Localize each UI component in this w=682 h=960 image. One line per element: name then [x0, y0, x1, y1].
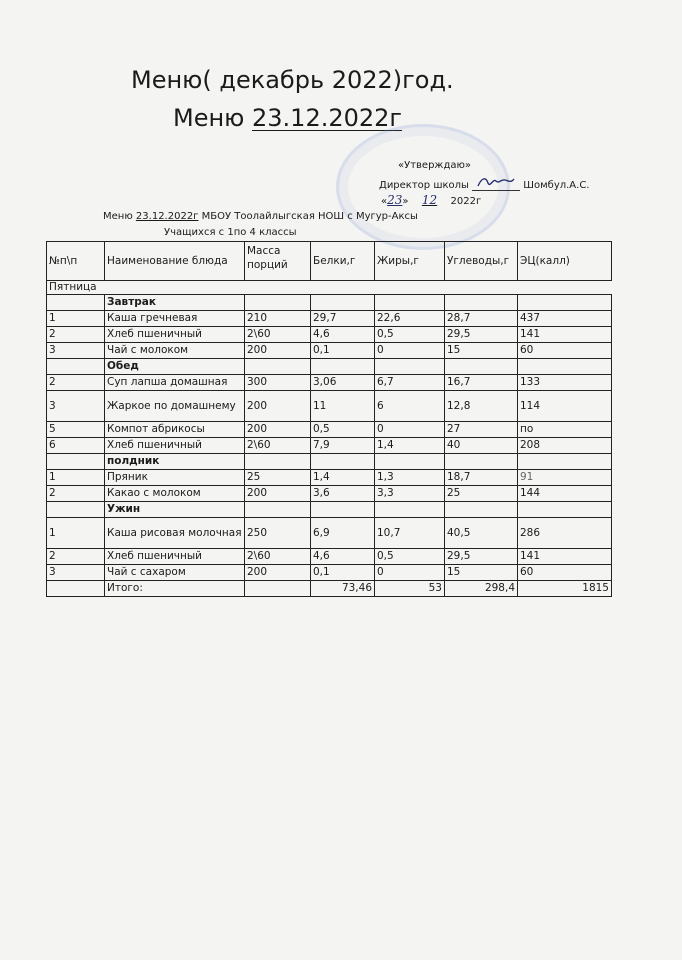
cell-carbs: 40,5 [445, 518, 518, 549]
menu-date-title [173, 104, 402, 132]
header-carbs: Углеводы,г [445, 242, 518, 281]
cell-fats: 0,5 [375, 327, 445, 343]
empty-cell [311, 359, 375, 375]
table-row [47, 565, 612, 581]
approval-day: 23 [387, 193, 403, 207]
cell-energy: 133 [518, 375, 612, 391]
section-row-lunch [47, 359, 612, 375]
empty-cell [445, 502, 518, 518]
menu-date-value: 23.12.2022г [252, 104, 403, 132]
cell-proteins: 29,7 [311, 311, 375, 327]
approval-month: 12 [421, 193, 438, 207]
cell-energy: по [518, 422, 612, 438]
cell-dish: Какао с молоком [105, 486, 245, 502]
day-label: Пятница [47, 281, 612, 295]
section-row-dinner [47, 502, 612, 518]
director-label: Директор школы [379, 180, 469, 191]
table-row [47, 470, 612, 486]
cell-carbs: 15 [445, 565, 518, 581]
cell-fats: 0 [375, 422, 445, 438]
cell-proteins: 7,9 [311, 438, 375, 454]
cell-dish: Чай с молоком [105, 343, 245, 359]
empty-cell [375, 454, 445, 470]
cell-fats: 3,3 [375, 486, 445, 502]
empty-cell [311, 295, 375, 311]
cell-mass: 2\60 [245, 549, 311, 565]
date-close-quote: » [402, 196, 409, 207]
cell-energy: 144 [518, 486, 612, 502]
cell-number: 2 [47, 549, 105, 565]
empty-cell [375, 359, 445, 375]
date-open-quote: « [381, 196, 388, 207]
header-energy: ЭЦ(калл) [518, 242, 612, 281]
empty-cell [518, 359, 612, 375]
cell-mass: 200 [245, 486, 311, 502]
cell-energy: 60 [518, 343, 612, 359]
cell-carbs: 29,5 [445, 549, 518, 565]
cell-carbs: 16,7 [445, 375, 518, 391]
cell-dish: Каша рисовая молочная [105, 518, 245, 549]
section-label: Обед [105, 359, 245, 375]
cell-mass: 300 [245, 375, 311, 391]
empty-cell [445, 295, 518, 311]
cell-dish: Чай с сахаром [105, 565, 245, 581]
cell-proteins: 6,9 [311, 518, 375, 549]
cell-energy: 141 [518, 549, 612, 565]
students-info: Учащихся с 1по 4 классы [164, 227, 297, 238]
cell-mass: 2\60 [245, 438, 311, 454]
cell-proteins: 0,1 [311, 565, 375, 581]
cell-number: 1 [47, 518, 105, 549]
cell-proteins: 3,6 [311, 486, 375, 502]
empty-cell [445, 359, 518, 375]
cell-mass: 200 [245, 391, 311, 422]
cell-fats: 22,6 [375, 311, 445, 327]
header-proteins: Белки,г [311, 242, 375, 281]
table-row [47, 311, 612, 327]
cell-mass: 200 [245, 565, 311, 581]
cell-dish: Каша гречневая [105, 311, 245, 327]
menu-date-prefix: Меню [173, 104, 252, 132]
cell-carbs: 15 [445, 343, 518, 359]
cell-number: 3 [47, 343, 105, 359]
cell-carbs: 40 [445, 438, 518, 454]
empty-cell [47, 359, 105, 375]
cell-number: 3 [47, 391, 105, 422]
cell-number: 3 [47, 565, 105, 581]
cell-proteins: 0,1 [311, 343, 375, 359]
menu-title: Меню( декабрь 2022)год. [131, 66, 454, 94]
cell-energy: 60 [518, 565, 612, 581]
cell-dish: Хлеб пшеничный [105, 549, 245, 565]
cell-dish: Хлеб пшеничный [105, 438, 245, 454]
empty-cell [311, 454, 375, 470]
cell-energy: 114 [518, 391, 612, 422]
table-row [47, 422, 612, 438]
cell-energy: 208 [518, 438, 612, 454]
empty-cell [47, 295, 105, 311]
total-row [47, 581, 612, 597]
section-row-snack [47, 454, 612, 470]
cell-dish: Жаркое по домашнему [105, 391, 245, 422]
total-proteins: 73,46 [311, 581, 375, 597]
cell-number: 2 [47, 375, 105, 391]
cell-carbs: 28,7 [445, 311, 518, 327]
day-row [47, 281, 612, 295]
table-row [47, 391, 612, 422]
empty-cell [47, 454, 105, 470]
approval-month-field [409, 193, 451, 207]
cell-carbs: 29,5 [445, 327, 518, 343]
empty-cell [518, 295, 612, 311]
cell-energy: 91 [518, 470, 612, 486]
cell-carbs: 12,8 [445, 391, 518, 422]
cell-dish: Хлеб пшеничный [105, 327, 245, 343]
empty-cell [375, 295, 445, 311]
cell-mass: 2\60 [245, 327, 311, 343]
header-portion-mass: Масса порций [245, 242, 311, 281]
info-date: 23.12.2022г [135, 211, 199, 222]
empty-cell [245, 502, 311, 518]
empty-cell [245, 581, 311, 597]
cell-energy: 286 [518, 518, 612, 549]
header-number: №п\п [47, 242, 105, 281]
total-carbs: 298,4 [445, 581, 518, 597]
cell-energy: 437 [518, 311, 612, 327]
signature-line [472, 179, 520, 191]
cell-fats: 0 [375, 565, 445, 581]
cell-fats: 1,4 [375, 438, 445, 454]
table-row [47, 438, 612, 454]
empty-cell [245, 454, 311, 470]
total-label: Итого: [105, 581, 245, 597]
cell-proteins: 4,6 [311, 327, 375, 343]
cell-number: 1 [47, 311, 105, 327]
empty-cell [245, 295, 311, 311]
table-row [47, 549, 612, 565]
table-row [47, 518, 612, 549]
cell-proteins: 1,4 [311, 470, 375, 486]
table-row [47, 375, 612, 391]
cell-fats: 0 [375, 343, 445, 359]
cell-fats: 1,3 [375, 470, 445, 486]
cell-mass: 210 [245, 311, 311, 327]
cell-carbs: 18,7 [445, 470, 518, 486]
empty-cell [311, 502, 375, 518]
table-row [47, 486, 612, 502]
cell-energy: 141 [518, 327, 612, 343]
menu-table [46, 241, 612, 597]
empty-cell [518, 454, 612, 470]
info-prefix: Меню [103, 211, 136, 222]
section-label: Завтрак [105, 295, 245, 311]
approval-word: «Утверждаю» [398, 160, 472, 171]
cell-number: 1 [47, 470, 105, 486]
total-energy: 1815 [518, 581, 612, 597]
table-header-row [47, 242, 612, 281]
cell-number: 6 [47, 438, 105, 454]
cell-dish: Пряник [105, 470, 245, 486]
section-label: Ужин [105, 502, 245, 518]
approval-year: 2022г [450, 196, 482, 207]
cell-number: 2 [47, 486, 105, 502]
cell-proteins: 4,6 [311, 549, 375, 565]
cell-mass: 25 [245, 470, 311, 486]
cell-fats: 0,5 [375, 549, 445, 565]
empty-cell [518, 502, 612, 518]
cell-carbs: 27 [445, 422, 518, 438]
info-school: МБОУ Тоолайлыгская НОШ с Мугур-Аксы [198, 211, 418, 222]
header-fats: Жиры,г [375, 242, 445, 281]
cell-mass: 200 [245, 343, 311, 359]
cell-mass: 200 [245, 422, 311, 438]
section-label: полдник [105, 454, 245, 470]
empty-cell [375, 502, 445, 518]
cell-dish: Суп лапша домашная [105, 375, 245, 391]
table-row [47, 343, 612, 359]
cell-proteins: 3,06 [311, 375, 375, 391]
header-dish-name: Наименование блюда [105, 242, 245, 281]
empty-cell [445, 454, 518, 470]
total-fats: 53 [375, 581, 445, 597]
empty-cell [47, 502, 105, 518]
cell-fats: 10,7 [375, 518, 445, 549]
handwritten-signature [476, 175, 516, 189]
director-line [379, 179, 590, 191]
approval-date [381, 193, 481, 207]
empty-cell [245, 359, 311, 375]
cell-mass: 250 [245, 518, 311, 549]
cell-fats: 6,7 [375, 375, 445, 391]
empty-cell [47, 581, 105, 597]
cell-proteins: 0,5 [311, 422, 375, 438]
cell-carbs: 25 [445, 486, 518, 502]
cell-number: 2 [47, 327, 105, 343]
cell-number: 5 [47, 422, 105, 438]
menu-info-line [103, 211, 418, 222]
director-name: Шомбул.А.С. [523, 180, 590, 191]
cell-fats: 6 [375, 391, 445, 422]
section-row-breakfast [47, 295, 612, 311]
cell-dish: Компот абрикосы [105, 422, 245, 438]
cell-proteins: 11 [311, 391, 375, 422]
table-row [47, 327, 612, 343]
